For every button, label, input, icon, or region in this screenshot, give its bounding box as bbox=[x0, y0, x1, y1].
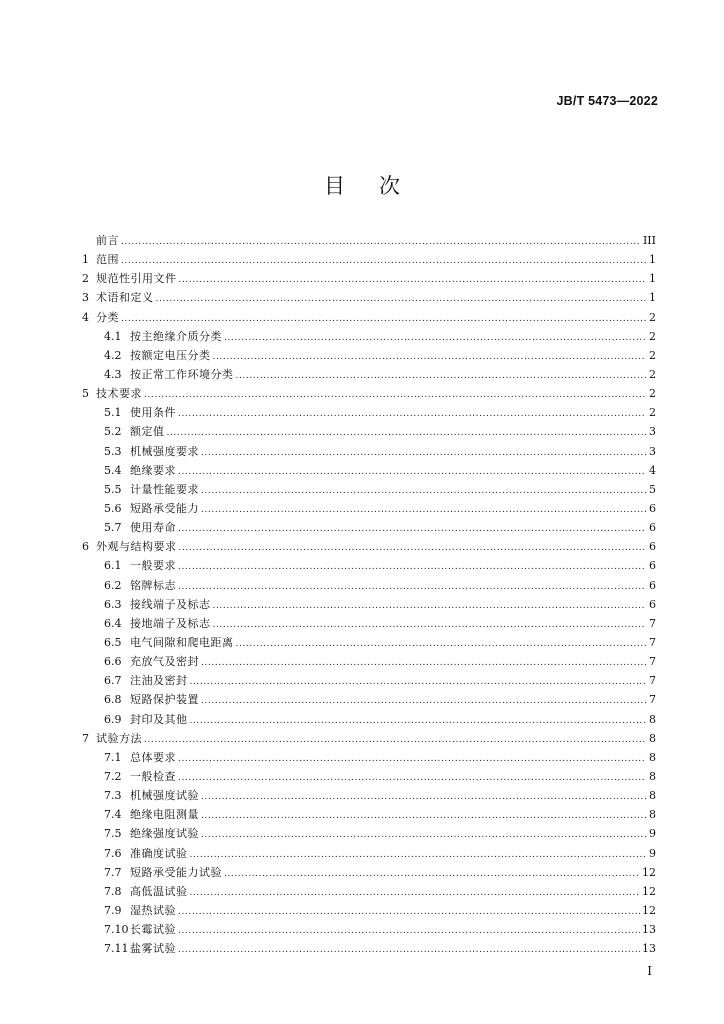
toc-entry-page: 7 bbox=[649, 674, 656, 688]
toc-leader-dots bbox=[201, 482, 646, 501]
toc-leader-dots bbox=[213, 597, 647, 616]
toc-leader-dots bbox=[178, 520, 646, 539]
toc-entry-page: 6 bbox=[649, 501, 656, 515]
toc-entry-title: 封印及其他 bbox=[130, 712, 188, 726]
toc-leader-dots bbox=[121, 233, 641, 252]
toc-entry[interactable] bbox=[82, 671, 656, 690]
toc-entry[interactable] bbox=[82, 748, 656, 767]
toc-entry-title: 总体要求 bbox=[130, 750, 176, 764]
toc-entry[interactable] bbox=[82, 805, 656, 824]
table-of-contents bbox=[82, 231, 656, 958]
toc-entry-page: 12 bbox=[642, 903, 656, 917]
toc-leader-dots bbox=[236, 367, 647, 386]
toc-entry-title: 外观与结构要求 bbox=[96, 540, 177, 554]
toc-leader-dots bbox=[213, 616, 647, 635]
toc-leader-dots bbox=[201, 807, 646, 826]
toc-entry-title: 按主绝缘介质分类 bbox=[130, 329, 222, 343]
toc-entry[interactable] bbox=[82, 729, 656, 748]
toc-leader-dots bbox=[178, 578, 646, 597]
toc-entry[interactable] bbox=[82, 365, 656, 384]
toc-title bbox=[0, 170, 724, 200]
toc-entry-number: 4.1 bbox=[104, 329, 122, 343]
toc-entry[interactable] bbox=[82, 250, 656, 269]
toc-entry-title: 范围 bbox=[96, 253, 119, 267]
toc-entry[interactable] bbox=[82, 901, 656, 920]
toc-leader-dots bbox=[236, 635, 647, 654]
toc-entry-page: 3 bbox=[649, 444, 656, 458]
toc-entry-page: 4 bbox=[649, 463, 656, 477]
toc-leader-dots bbox=[178, 463, 646, 482]
toc-entry-title: 一般检查 bbox=[130, 769, 176, 783]
toc-leader-dots bbox=[179, 539, 647, 558]
toc-title-char-2: 次 bbox=[379, 174, 400, 198]
toc-leader-dots bbox=[190, 846, 647, 865]
toc-leader-dots bbox=[144, 386, 646, 405]
toc-entry-page: 6 bbox=[649, 521, 656, 535]
toc-entry-number: 5 bbox=[82, 387, 89, 401]
toc-entry-number: 6 bbox=[82, 540, 89, 554]
toc-entry-page: 2 bbox=[649, 329, 656, 343]
toc-entry-page: 6 bbox=[649, 597, 656, 611]
toc-entry-title: 规范性引用文件 bbox=[96, 272, 177, 286]
toc-leader-dots bbox=[190, 712, 647, 731]
toc-entry-page: 8 bbox=[649, 750, 656, 764]
toc-entry-number: 7.6 bbox=[104, 846, 122, 860]
toc-entry-title: 按正常工作环境分类 bbox=[130, 367, 234, 381]
toc-entry-number: 6.2 bbox=[104, 578, 122, 592]
toc-entry-title: 前言 bbox=[96, 234, 119, 247]
toc-entry-page: 3 bbox=[649, 425, 656, 439]
toc-entry-page: 7 bbox=[649, 655, 656, 669]
toc-entry-title: 湿热试验 bbox=[130, 903, 176, 917]
toc-entry-number: 5.4 bbox=[104, 463, 122, 477]
toc-entry-page: 1 bbox=[649, 291, 656, 305]
toc-entry-number: 7.11 bbox=[104, 942, 129, 956]
toc-entry[interactable] bbox=[82, 939, 656, 958]
toc-entry-page: 8 bbox=[649, 731, 656, 745]
toc-entry-number: 1 bbox=[82, 253, 89, 267]
toc-leader-dots bbox=[179, 271, 647, 290]
toc-entry-number: 7.1 bbox=[104, 750, 122, 764]
toc-entry-title: 按额定电压分类 bbox=[130, 348, 211, 362]
toc-entry-page: 2 bbox=[649, 387, 656, 401]
toc-entry-title: 机械强度试验 bbox=[130, 789, 199, 803]
toc-entry-title: 分类 bbox=[96, 310, 119, 324]
toc-entry[interactable] bbox=[82, 403, 656, 422]
toc-entry-title: 短路承受能力 bbox=[130, 501, 199, 515]
toc-entry-number: 4 bbox=[82, 310, 89, 324]
toc-entry[interactable] bbox=[82, 690, 656, 709]
toc-entry[interactable] bbox=[82, 518, 656, 537]
toc-entry-title: 短路承受能力试验 bbox=[130, 865, 222, 879]
toc-entry[interactable] bbox=[82, 308, 656, 327]
toc-entry-number: 7.8 bbox=[104, 884, 122, 898]
toc-leader-dots bbox=[201, 444, 646, 463]
toc-leader-dots bbox=[190, 673, 647, 692]
toc-leader-dots bbox=[167, 424, 647, 443]
toc-entry[interactable] bbox=[82, 576, 656, 595]
toc-entry-number: 7.4 bbox=[104, 808, 122, 822]
toc-leader-dots bbox=[178, 769, 646, 788]
toc-leader-dots bbox=[178, 405, 646, 424]
toc-entry[interactable] bbox=[82, 882, 656, 901]
toc-entry-page: 6 bbox=[649, 578, 656, 592]
toc-entry-title: 绝缘要求 bbox=[130, 463, 176, 477]
toc-entry-number: 7.5 bbox=[104, 827, 122, 841]
toc-entry-title: 铭牌标志 bbox=[130, 578, 176, 592]
toc-entry[interactable] bbox=[82, 499, 656, 518]
toc-entry[interactable] bbox=[82, 346, 656, 365]
toc-entry[interactable] bbox=[82, 633, 656, 652]
toc-entry[interactable] bbox=[82, 595, 656, 614]
toc-entry-number: 7 bbox=[82, 731, 89, 745]
toc-entry-page: 8 bbox=[649, 712, 656, 726]
toc-entry-number: 7.9 bbox=[104, 903, 122, 917]
toc-entry-title: 绝缘强度试验 bbox=[130, 827, 199, 841]
toc-entry-title: 接地端子及标志 bbox=[130, 616, 211, 630]
toc-entry[interactable] bbox=[82, 614, 656, 633]
toc-entry-number: 5.2 bbox=[104, 425, 122, 439]
toc-entry[interactable] bbox=[82, 920, 656, 939]
toc-entry-title: 高低温试验 bbox=[130, 884, 188, 898]
document-code: JB/T 5473—2022 bbox=[556, 94, 658, 108]
toc-entry[interactable] bbox=[82, 384, 656, 403]
toc-entry-page: 5 bbox=[649, 482, 656, 496]
toc-entry[interactable] bbox=[82, 786, 656, 805]
toc-entry[interactable] bbox=[82, 556, 656, 575]
toc-entry-page: 1 bbox=[649, 272, 656, 286]
toc-leader-dots bbox=[156, 290, 647, 309]
toc-entry[interactable] bbox=[82, 461, 656, 480]
page-number: I bbox=[647, 964, 652, 978]
toc-entry-title: 术语和定义 bbox=[96, 291, 154, 305]
toc-entry-title: 短路保护装置 bbox=[130, 693, 199, 707]
toc-leader-dots bbox=[224, 865, 640, 884]
toc-entry[interactable] bbox=[82, 537, 656, 556]
toc-leader-dots bbox=[213, 348, 647, 367]
toc-entry-page: 12 bbox=[642, 865, 656, 879]
toc-entry-number: 7.2 bbox=[104, 769, 122, 783]
toc-entry-page: 6 bbox=[649, 540, 656, 554]
toc-leader-dots bbox=[178, 941, 640, 960]
toc-leader-dots bbox=[224, 329, 646, 348]
toc-entry-number: 2 bbox=[82, 272, 89, 286]
toc-leader-dots bbox=[190, 884, 641, 903]
toc-entry-page: 7 bbox=[649, 616, 656, 630]
toc-entry-number: 6.8 bbox=[104, 693, 122, 707]
toc-entry[interactable] bbox=[82, 288, 656, 307]
toc-entry-page: 6 bbox=[649, 559, 656, 573]
toc-entry-page: 9 bbox=[649, 846, 656, 860]
toc-leader-dots bbox=[178, 922, 640, 941]
toc-entry-number: 5.6 bbox=[104, 501, 122, 515]
toc-entry-title: 额定值 bbox=[130, 425, 165, 439]
toc-entry-page: 9 bbox=[649, 827, 656, 841]
toc-entry-number: 5.5 bbox=[104, 482, 122, 496]
toc-entry-number: 4.3 bbox=[104, 367, 122, 381]
toc-entry[interactable] bbox=[82, 442, 656, 461]
toc-entry-page: 8 bbox=[649, 808, 656, 822]
toc-entry-page: 2 bbox=[649, 310, 656, 324]
toc-leader-dots bbox=[201, 788, 646, 807]
toc-entry[interactable] bbox=[82, 863, 656, 882]
toc-entry[interactable] bbox=[82, 652, 656, 671]
toc-entry-number: 5.3 bbox=[104, 444, 122, 458]
toc-leader-dots bbox=[121, 252, 646, 271]
toc-leader-dots bbox=[144, 731, 646, 750]
toc-leader-dots bbox=[201, 501, 646, 520]
toc-entry-number: 6.4 bbox=[104, 616, 122, 630]
toc-entry-title: 使用条件 bbox=[130, 406, 176, 420]
toc-entry-number: 3 bbox=[82, 291, 89, 305]
toc-entry-title: 使用寿命 bbox=[130, 521, 176, 535]
toc-entry-title: 一般要求 bbox=[130, 559, 176, 573]
toc-entry-page: 13 bbox=[642, 942, 656, 956]
toc-entry-page: 7 bbox=[649, 693, 656, 707]
toc-entry-page: III bbox=[642, 234, 656, 247]
toc-entry-number: 7.3 bbox=[104, 789, 122, 803]
toc-entry[interactable] bbox=[82, 269, 656, 288]
toc-leader-dots bbox=[178, 750, 646, 769]
toc-entry-number: 6.9 bbox=[104, 712, 122, 726]
toc-entry[interactable] bbox=[82, 844, 656, 863]
toc-entry-title: 电气间隙和爬电距离 bbox=[130, 635, 234, 649]
toc-entry-number: 5.1 bbox=[104, 406, 122, 420]
toc-entry[interactable] bbox=[82, 767, 656, 786]
toc-entry-page: 8 bbox=[649, 789, 656, 803]
toc-entry-title: 长霉试验 bbox=[130, 923, 176, 937]
toc-entry[interactable] bbox=[82, 824, 656, 843]
toc-entry-page: 2 bbox=[649, 367, 656, 381]
toc-entry-title: 充放气及密封 bbox=[130, 655, 199, 669]
toc-entry-number: 7.10 bbox=[104, 923, 129, 937]
toc-entry-page: 8 bbox=[649, 769, 656, 783]
toc-entry-page: 7 bbox=[649, 635, 656, 649]
toc-entry[interactable] bbox=[82, 422, 656, 441]
toc-entry-number: 7.7 bbox=[104, 865, 122, 879]
toc-entry-title: 技术要求 bbox=[96, 387, 142, 401]
toc-entry-title: 试验方法 bbox=[96, 731, 142, 745]
toc-entry[interactable] bbox=[82, 480, 656, 499]
toc-entry-number: 6.6 bbox=[104, 655, 122, 669]
toc-entry-number: 6.1 bbox=[104, 559, 122, 573]
toc-entry-page: 2 bbox=[649, 348, 656, 362]
toc-entry-number: 4.2 bbox=[104, 348, 122, 362]
toc-entry-number: 6.5 bbox=[104, 635, 122, 649]
toc-entry-page: 13 bbox=[642, 923, 656, 937]
toc-entry-number: 6.3 bbox=[104, 597, 122, 611]
toc-entry[interactable] bbox=[82, 710, 656, 729]
toc-entry-title: 计量性能要求 bbox=[130, 482, 199, 496]
toc-leader-dots bbox=[201, 826, 646, 845]
toc-entry-title: 盐雾试验 bbox=[130, 942, 176, 956]
toc-entry-page: 2 bbox=[649, 406, 656, 420]
toc-entry[interactable] bbox=[82, 231, 656, 250]
toc-entry-title: 绝缘电阻测量 bbox=[130, 808, 199, 822]
toc-leader-dots bbox=[178, 903, 640, 922]
toc-leader-dots bbox=[201, 692, 646, 711]
toc-entry-title: 机械强度要求 bbox=[130, 444, 199, 458]
toc-entry-title: 注油及密封 bbox=[130, 674, 188, 688]
toc-leader-dots bbox=[201, 654, 646, 673]
toc-title-char-1: 目 bbox=[324, 174, 345, 198]
toc-entry-page: 1 bbox=[649, 253, 656, 267]
toc-entry-title: 准确度试验 bbox=[130, 846, 188, 860]
toc-entry[interactable] bbox=[82, 327, 656, 346]
toc-entry-page: 12 bbox=[642, 884, 656, 898]
toc-entry-title: 接线端子及标志 bbox=[130, 597, 211, 611]
toc-entry-number: 6.7 bbox=[104, 674, 122, 688]
toc-leader-dots bbox=[178, 558, 646, 577]
toc-entry-number: 5.7 bbox=[104, 521, 122, 535]
